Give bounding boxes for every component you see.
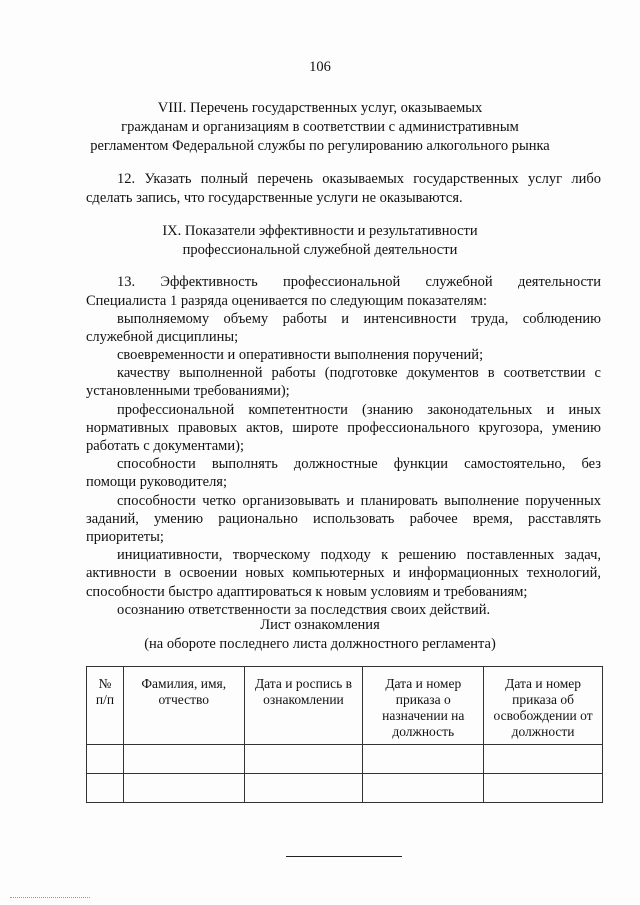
column-header-signature-date — [244, 667, 363, 745]
header-text: Дата и номер — [505, 676, 582, 691]
p13-line-14: заданий, умению рационально использовать рабочее время, расставлять — [86, 511, 601, 527]
column-header-dismissal-order — [484, 667, 603, 745]
table-cell — [484, 745, 603, 774]
closing-divider — [286, 856, 402, 857]
p13-line-4: служебной дисциплины; — [86, 329, 239, 345]
table-row — [87, 745, 603, 774]
p13-line-12: помощи руководителя; — [86, 474, 227, 490]
p13-line-13: способности четко организовывать и планировать выполнение порученных — [117, 493, 601, 509]
table-row — [87, 774, 603, 803]
header-text: приказа о — [395, 692, 451, 707]
header-text: Фамилия, имя, — [141, 676, 227, 691]
p13-line-19: осознанию ответственности за последствия своих действий. — [117, 602, 491, 618]
column-header-number — [87, 667, 124, 745]
p13-line-18: способности быстро адаптироваться к новым условиям и требованиям; — [86, 584, 528, 600]
p12-line-2: сделать запись, что государственные услуги не оказываются. — [86, 190, 463, 206]
p13-line-11: способности выполнять должностные функции самостоятельно, без — [117, 456, 601, 472]
header-text: назначении на — [382, 708, 465, 723]
table-cell — [244, 774, 363, 803]
p13-line-3: выполняемому объему работы и интенсивности труда, соблюдению — [117, 311, 601, 327]
header-text: должности — [511, 724, 575, 739]
table-cell — [87, 774, 124, 803]
p12-line-1: 12. Указать полный перечень оказываемых государственных услуг либо — [117, 171, 601, 187]
p13-line-17: активности в освоении новых компьютерных и информационных технологий, — [86, 565, 601, 581]
table-cell — [484, 774, 603, 803]
header-text: Дата и номер — [385, 676, 462, 691]
p13-line-10: работать с документами); — [86, 438, 244, 454]
header-text: п/п — [95, 692, 115, 707]
table-cell — [123, 745, 244, 774]
acquaintance-table — [86, 666, 603, 803]
page-number: 106 — [309, 59, 331, 75]
p13-line-6: качеству выполненной работы (подготовке документов в соответствии с — [117, 365, 601, 381]
acquaintance-subtitle: (на обороте последнего листа должностного регламента) — [144, 636, 496, 652]
table-cell — [87, 745, 124, 774]
header-text: Дата и роспись в — [254, 676, 353, 691]
p13-line-7: установленными требованиями); — [86, 383, 290, 399]
section8-heading-line-1: VIII. Перечень государственных услуг, оказываемых — [157, 100, 483, 116]
p13-line-8: профессиональной компетентности (знанию законодательных и иных — [117, 402, 601, 418]
section8-heading-line-2: гражданам и организациям в соответствии с административным — [121, 119, 519, 135]
p13-line-16: инициативности, творческому подходу к решению поставленных задач, — [117, 547, 601, 563]
p13-line-2: Специалиста 1 разряда оценивается по следующим показателям: — [86, 293, 488, 309]
header-text: приказа об — [512, 692, 574, 707]
table-cell — [244, 745, 363, 774]
scan-edge-mark — [10, 897, 90, 898]
column-header-appointment-order — [363, 667, 484, 745]
header-text: отчество — [158, 692, 209, 707]
header-text: ознакомлении — [263, 692, 344, 707]
section9-heading-line-2: профессиональной служебной деятельности — [182, 242, 458, 258]
p13-line-15: приоритеты; — [86, 529, 164, 545]
p13-line-9: нормативных правовых актов, широте профессионального кругозора, умению — [86, 420, 601, 436]
section8-heading-line-3: регламентом Федеральной службы по регулированию алкогольного рынка — [90, 138, 550, 154]
table-cell — [123, 774, 244, 803]
table-cell — [363, 745, 484, 774]
p13-line-1: 13. Эффективность профессиональной служебной деятельности — [117, 274, 601, 290]
header-text: освобождении от — [493, 708, 593, 723]
column-header-full-name — [123, 667, 244, 745]
table-header-row — [87, 667, 603, 745]
section9-heading-line-1: IX. Показатели эффективности и результативности — [162, 223, 478, 239]
header-text: должность — [392, 724, 455, 739]
table-cell — [363, 774, 484, 803]
acquaintance-title: Лист ознакомления — [260, 617, 380, 633]
p13-line-5: своевременности и оперативности выполнения поручений; — [117, 347, 484, 363]
header-text: № — [98, 676, 112, 691]
